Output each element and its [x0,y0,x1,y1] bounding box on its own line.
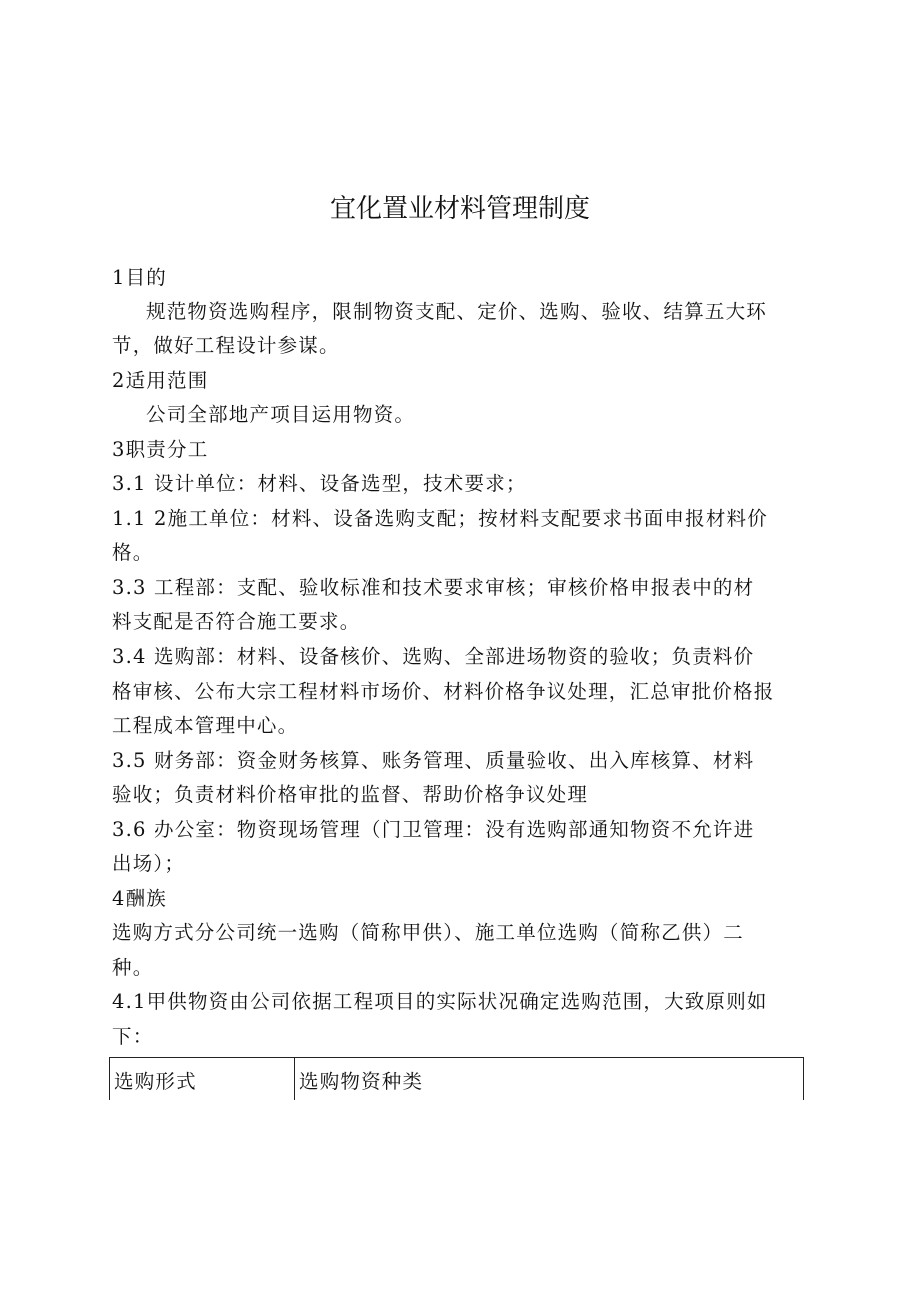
paragraph-line: 验收；负责材料价格审批的监督、帮助价格争议处理 [112,783,589,806]
section-heading-4: 4酬族 [112,887,168,910]
procurement-table [109,1057,804,1100]
paragraph-line: 格。 [112,541,154,564]
paragraph-line: 公司全部地产项目运用物资。 [146,403,416,426]
paragraph-line: 1.1 2施工单位：材料、设备选购支配；按材料支配要求书面申报材料价 [112,507,768,530]
section-heading-purpose: 1目的 [112,266,168,289]
paragraph-line: 节，做好工程设计参谋。 [112,334,340,357]
table-row [110,1058,804,1101]
table-header-cell: 选购物资种类 [295,1058,804,1101]
paragraph-line: 规范物资选购程序，限制物资支配、定价、选购、验收、结算五大环 [146,300,768,323]
paragraph-line: 3.6 办公室：物资现场管理（门卫管理：没有选购部通知物资不允许进 [112,818,755,841]
paragraph-line: 4.1甲供物资由公司依据工程项目的实际状况确定选购范围，大致原则如 [112,990,768,1013]
document-title: 宜化置业材料管理制度 [329,194,590,224]
paragraph-line: 出场）； [112,852,186,875]
paragraph-line: 工程成本管理中心。 [112,714,299,737]
paragraph-line: 3.4 选购部：材料、设备核价、选购、全部进场物资的验收；负责料价 [112,645,755,668]
paragraph-line: 格审核、公布大宗工程材料市场价、材料价格争议处理，汇总审批价格报 [112,680,775,703]
paragraph-line: 种。 [112,956,154,979]
paragraph-line: 3.1 设计单位：材料、设备选型，技术要求； [112,472,527,495]
paragraph-line: 3.5 财务部：资金财务核算、账务管理、质量验收、出入库核算、材料 [112,749,755,772]
paragraph-line: 下： [112,1025,154,1048]
section-heading-duties: 3职责分工 [112,438,209,461]
paragraph-line: 选购方式分公司统一选购（简称甲供）、施工单位选购（简称乙供）二 [112,921,744,944]
table-header-cell: 选购形式 [110,1058,295,1101]
paragraph-line: 3.3 工程部：支配、验收标准和技术要求审核；审核价格申报表中的材 [112,576,755,599]
section-heading-scope: 2适用范围 [112,369,209,392]
paragraph-line: 料支配是否符合施工要求。 [112,610,361,633]
